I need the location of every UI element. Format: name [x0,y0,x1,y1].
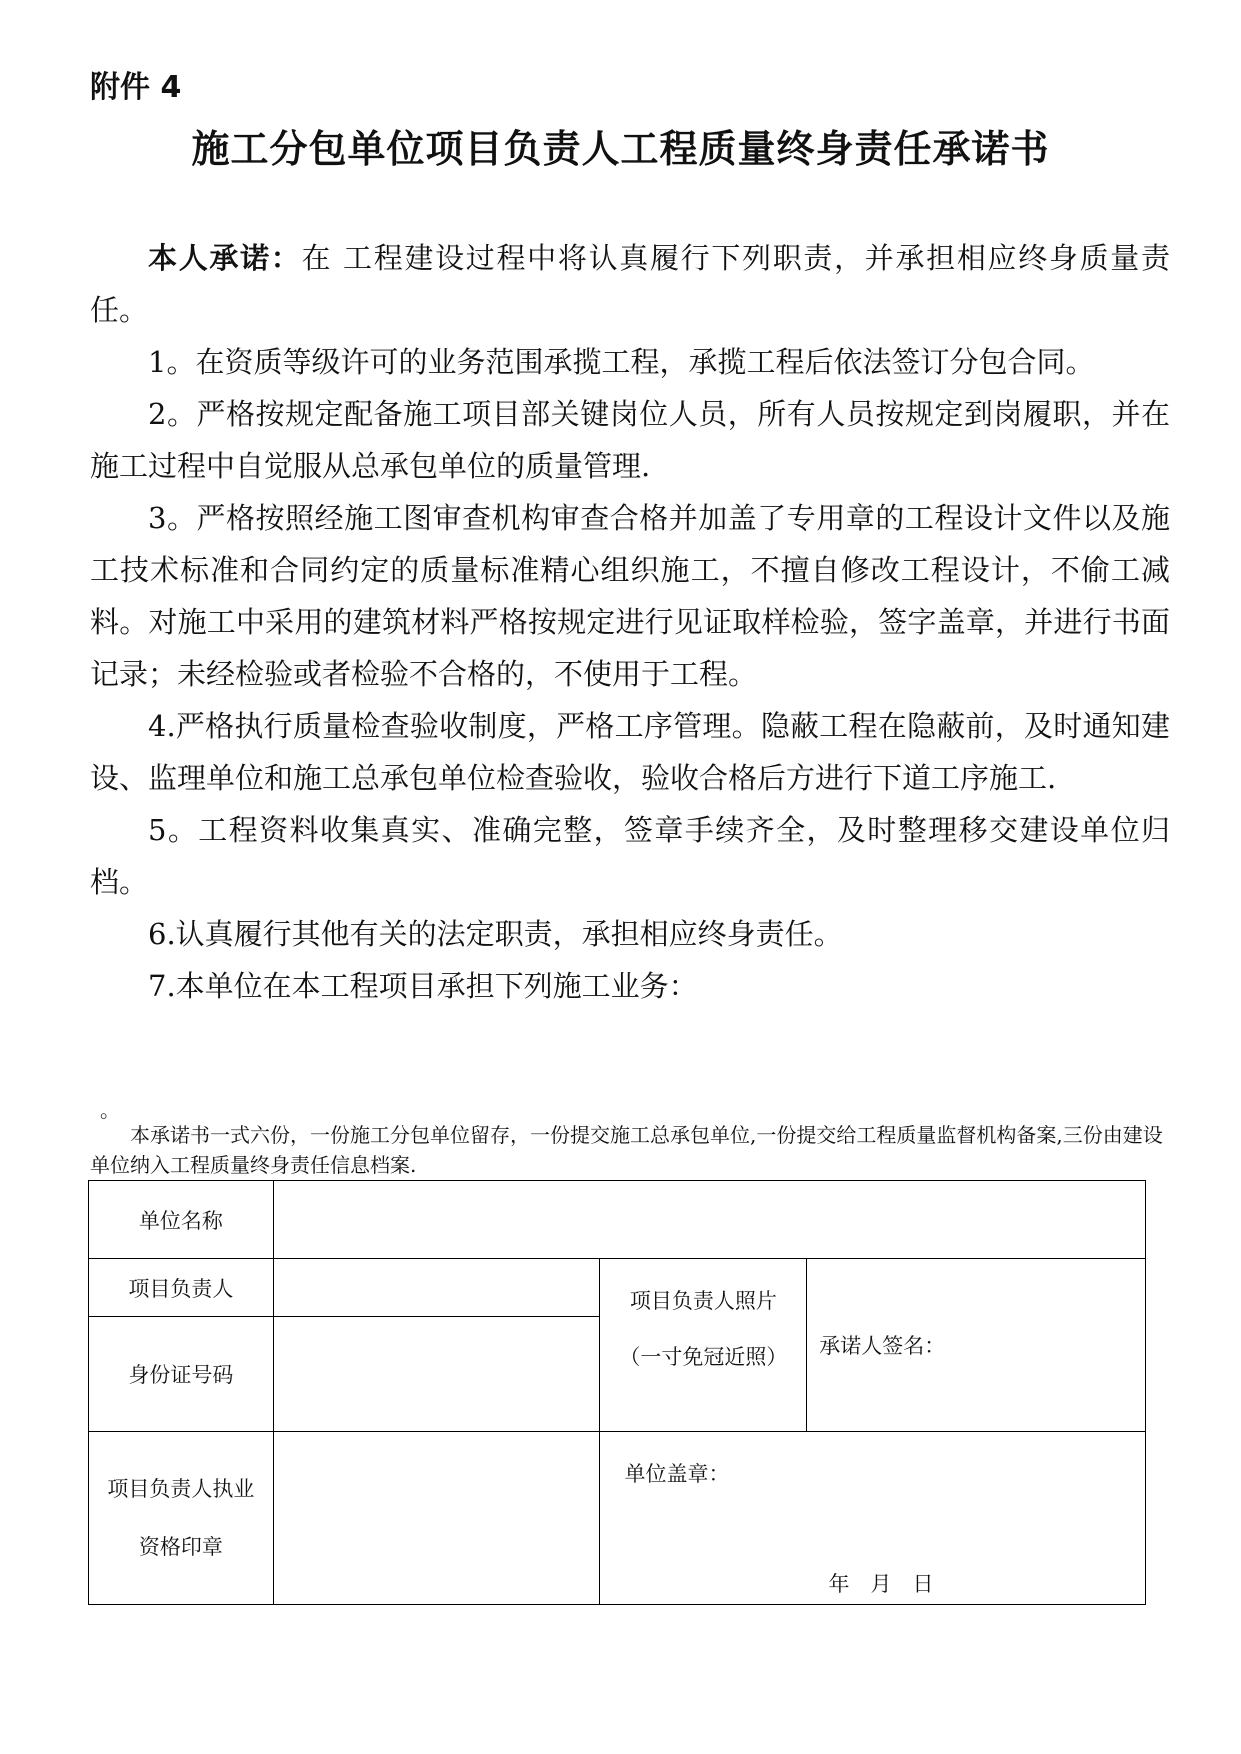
item-2: 2。严格按规定配备施工项目部关键岗位人员，所有人员按规定到岗履职，并在施工过程中自觉服从总承包单位的质量管理. [90,397,1170,483]
photo-box [600,1259,807,1432]
item-6: 6.认真履行其他有关的法定职责，承担相应终身责任。 [148,917,843,951]
unit-seal-label: 单位盖章： [624,1462,730,1486]
item-5: 5。工程资料收集真实、准确完整，签章手续齐全，及时整理移交建设单位归档。 [90,813,1170,899]
unit-name-field[interactable] [273,1181,1145,1259]
commitment-intro [90,232,1170,336]
item-4: 4.严格执行质量检查验收制度，严格工序管理。隐蔽工程在隐蔽前，及时通知建设、监理单位和施工总承包单位检查验收，验收合格后方进行下道工序施工. [90,709,1170,795]
document-title: 施工分包单位项目负责人工程质量终身责任承诺书 [191,126,1050,171]
manager-field[interactable] [273,1259,600,1317]
info-form [88,1180,1146,1605]
commitment-body [90,232,1170,1012]
unit-name-label: 单位名称 [89,1181,274,1259]
commitment-text: 在 工程建设过程中将认真履行下列职责，并承担相应终身质量责任。 [90,241,1170,327]
item-3: 3。严格按照经施工图审查机构审查合格并加盖了专用章的工程设计文件以及施工技术标准和合同约定的质量标准精心组织施工，不擅自修改工程设计，不偷工减料。对施工中采用的建筑材料严格按规定进行见证取样检验，签字盖章，并进行书面记录；未经检验或者检验不合格的，不使用于工程。 [90,501,1170,691]
photo-size-note: （一寸免冠近照） [619,1345,788,1369]
blank-dot: 。 [100,1098,120,1122]
qualification-label [89,1432,274,1605]
id-number-label: 身份证号码 [89,1317,274,1432]
manager-label: 项目负责人 [89,1259,274,1317]
qualification-label-line1: 项目负责人执业 [107,1477,255,1501]
date-label: 年 月 日 [828,1572,934,1596]
qualification-label-line2: 资格印章 [138,1535,223,1559]
signature-cell[interactable] [807,1259,1146,1432]
item-7: 7.本单位在本工程项目承担下列施工业务： [148,969,698,1003]
photo-label: 项目负责人照片 [629,1289,777,1313]
copies-note: 本承诺书一式六份，一份施工分包单位留存，一份提交施工总承包单位,一份提交给工程质量监督机构备案,三份由建设单位纳入工程质量终身责任信息档案. [90,1123,1163,1177]
qualification-seal-field[interactable] [273,1432,600,1605]
commitment-lead: 本人承诺： [148,241,302,275]
item-1: 1。在资质等级许可的业务范围承揽工程，承揽工程后依法签订分包合同。 [148,345,1095,379]
attachment-label: 附件 4 [90,70,182,105]
signature-label: 承诺人签名： [819,1334,946,1358]
id-number-field[interactable] [273,1317,600,1432]
unit-seal-cell[interactable] [600,1432,1146,1605]
